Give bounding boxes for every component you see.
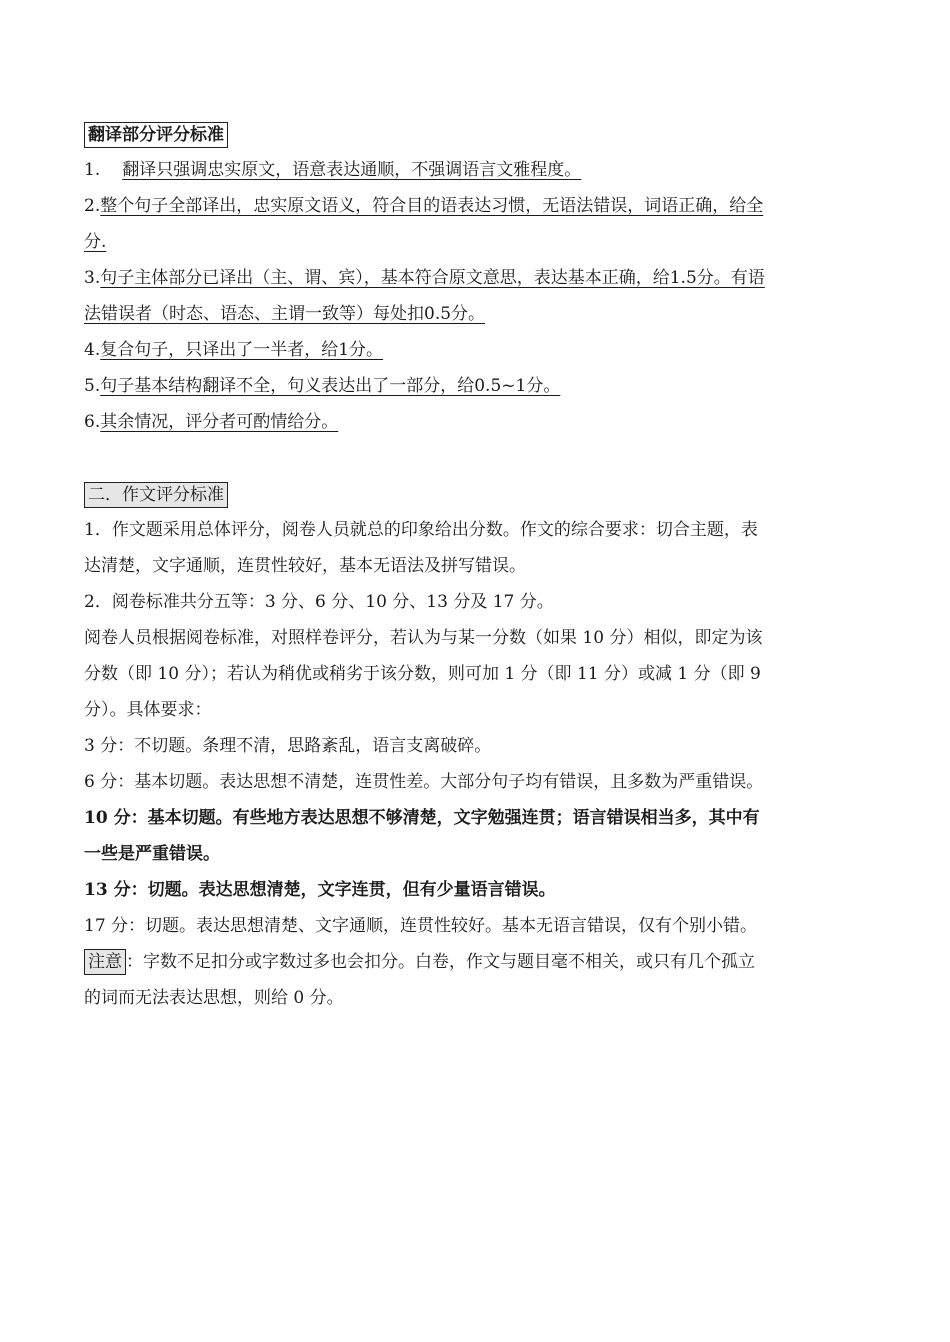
grade-6: 6 分：基本切题。表达思想不清楚，连贯性差。大部分句子均有错误，且多数为严重错误。 [84, 772, 764, 792]
item-number: 1. [84, 160, 101, 180]
translation-title: 翻译部分评分标准 [84, 122, 228, 148]
essay-paragraph-1: 1．作文题采用总体评分，阅卷人员就总的印象给出分数。作文的综合要求：切合主题，表 [84, 520, 758, 540]
item-number: 5. [84, 376, 101, 396]
item-text: 整个句子全部译出，忠实原文语义，符合目的语表达习惯，无语法错误，词语正确，给全 [100, 196, 764, 216]
essay-paragraph-2: 2．阅卷标准共分五等：3 分、6 分、10 分、13 分及 17 分。 [84, 592, 554, 612]
translation-item-2-cont [84, 224, 852, 260]
item-text: 句子主体部分已译出（主、谓、宾），基本符合原文意思，表达基本正确，给1.5分。有语 [100, 268, 765, 288]
item-text-cont: 分. [84, 232, 107, 252]
item-text: 其余情况，评分者可酌情给分。 [100, 412, 339, 432]
essay-paragraph-3-cont-2: 分）。具体要求： [84, 700, 212, 720]
item-text: 复合句子，只译出了一半者，给1分。 [100, 340, 384, 360]
translation-section-heading [84, 118, 852, 152]
item-number: 2. [84, 196, 101, 216]
essay-title: 二．作文评分标准 [84, 482, 228, 508]
item-number: 4. [84, 340, 101, 360]
essay-paragraph-3: 阅卷人员根据阅卷标准，对照样卷评分，若认为与某一分数（如果 10 分）相似，即定为该 [84, 628, 763, 648]
translation-item-1 [84, 152, 852, 188]
item-number: 3. [84, 268, 101, 288]
grade-17: 17 分：切题。表达思想清楚、文字通顺，连贯性较好。基本无语言错误，仅有个别小错。 [84, 916, 758, 936]
translation-item-6 [84, 404, 852, 440]
translation-item-5 [84, 368, 852, 404]
grade-10: 10 分：基本切题。有些地方表达思想不够清楚，文字勉强连贯；语言错误相当多，其中有 [84, 808, 760, 828]
translation-item-2 [84, 188, 852, 224]
grade-3: 3 分：不切题。条理不清，思路紊乱，语言支离破碎。 [84, 736, 492, 756]
note-label: 注意 [84, 949, 126, 975]
translation-item-4 [84, 332, 852, 368]
essay-paragraph-3-cont-1: 分数（即 10 分）；若认为稍优或稍劣于该分数，则可加 1 分（即 11 分）或减 1 分（即 9 [84, 664, 761, 684]
item-text: 翻译只强调忠实原文，语意表达通顺，不强调语言文雅程度。 [122, 160, 582, 180]
essay-section-heading [84, 478, 852, 512]
grade-10-cont: 一些是严重错误。 [84, 844, 220, 864]
essay-paragraph-1-cont: 达清楚，文字通顺，连贯性较好，基本无语法及拼写错误。 [84, 556, 526, 576]
item-text-cont: 法错误者（时态、语态、主谓一致等）每处扣0.5分。 [84, 304, 486, 324]
document-page [84, 118, 852, 1016]
note-cont: 的词而无法表达思想，则给 0 分。 [84, 988, 344, 1008]
note [84, 944, 852, 980]
item-text: 句子基本结构翻译不全，句义表达出了一部分，给0.5~1分。 [100, 376, 561, 396]
translation-item-3 [84, 260, 852, 296]
grade-13: 13 分：切题。表达思想清楚，文字连贯，但有少量语言错误。 [84, 880, 556, 900]
note-text: ：字数不足扣分或字数过多也会扣分。白卷，作文与题目毫不相关，或只有几个孤立 [126, 952, 755, 972]
translation-item-3-cont [84, 296, 852, 332]
item-number: 6. [84, 412, 101, 432]
